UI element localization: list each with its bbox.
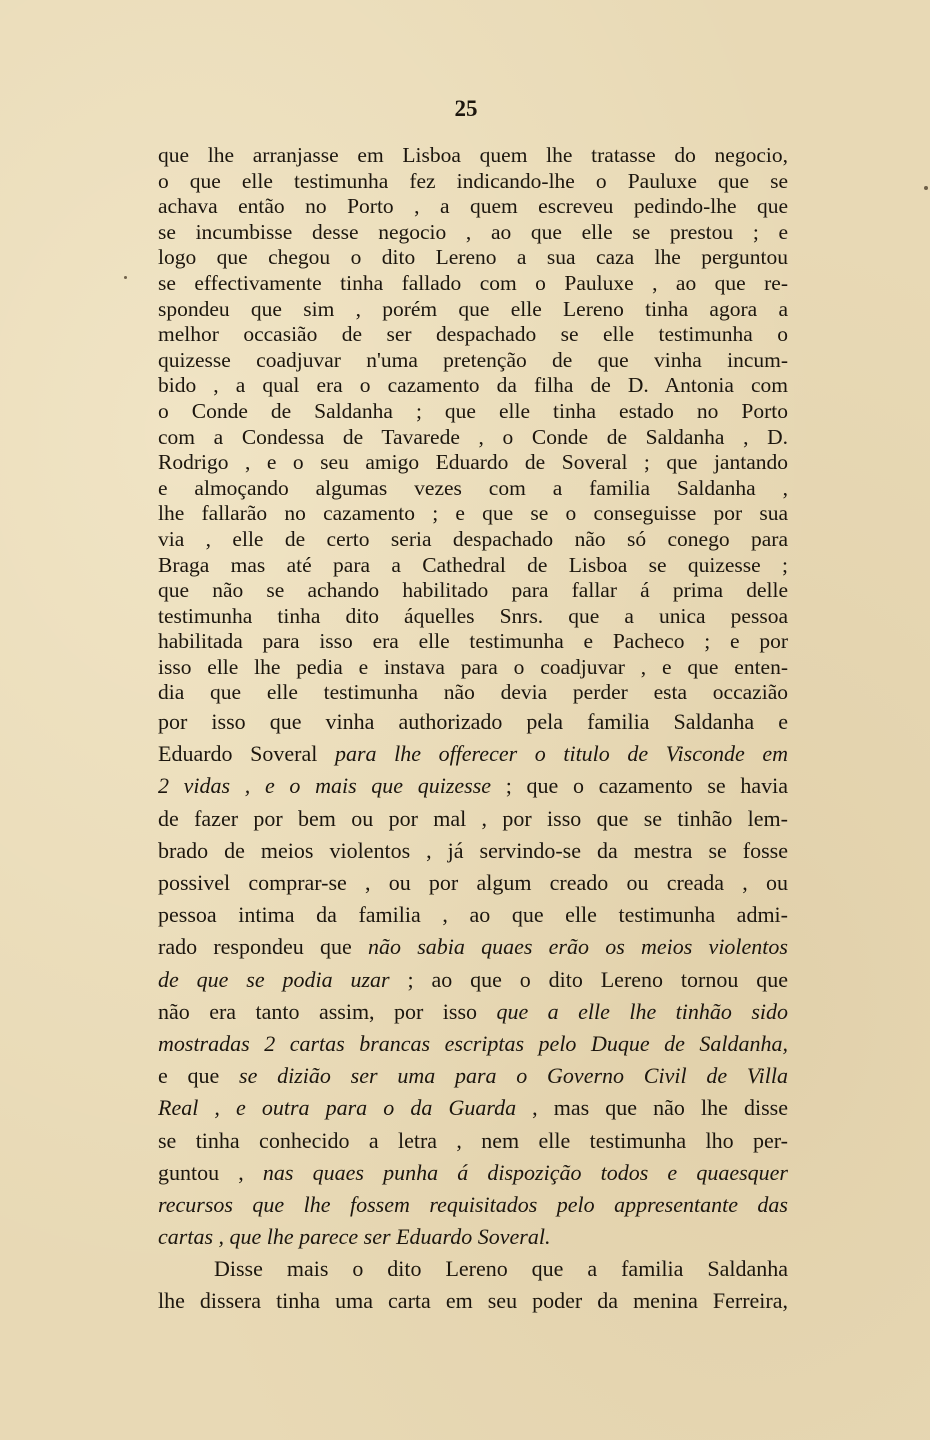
text-line: o que elle testimunha fez indicando-lhe o Pauluxe que se <box>158 168 788 193</box>
text-line <box>158 770 788 802</box>
text-line: habilitada para isso era elle testimunha e Pacheco ; e por <box>158 629 788 654</box>
italic-segment: de que se podia uzar <box>158 966 390 992</box>
text-line <box>158 867 788 899</box>
text-line: Rodrigo , e o seu amigo Eduardo de Soveral ; que jantando <box>158 450 788 475</box>
text-line <box>158 1125 788 1157</box>
text-segment: e que <box>158 1063 240 1089</box>
text-line: que lhe arranjasse em Lisboa quem lhe tratasse do negocio, <box>158 143 788 167</box>
text-line <box>158 996 788 1028</box>
text-line <box>158 899 788 931</box>
text-line: isso elle lhe pedia e instava para o coadjuvar , e que enten- <box>158 654 788 679</box>
text-segment: pessoa intima da familia , ao que elle testimunha admi- <box>158 902 788 928</box>
text-line <box>158 738 788 770</box>
text-segment: Eduardo Soveral <box>158 741 335 767</box>
text-line: testimunha tinha dito áquelles Snrs. que a unica pessoa <box>158 603 788 628</box>
text-line <box>158 1157 788 1189</box>
text-line: e almoçando algumas vezes com a familia Saldanha , <box>158 475 788 500</box>
text-line: lhe dissera tinha uma carta em seu poder da menina Ferreira, <box>158 1288 788 1314</box>
paragraph-1-part-a <box>158 143 788 706</box>
paragraph-2 <box>158 1253 788 1317</box>
text-line: se effectivamente tinha fallado com o Pauluxe , ao que re- <box>158 270 788 295</box>
text-segment: de fazer por bem ou por mal , por isso que se tinhão lem- <box>158 805 788 831</box>
text-body <box>158 143 788 1318</box>
text-line <box>158 931 788 963</box>
ink-speck <box>924 186 928 190</box>
text-line: Disse mais o dito Lereno que a familia Saldanha <box>214 1256 788 1282</box>
italic-segment: recursos que lhe fossem requisitados pelo appresentante das <box>158 1191 788 1217</box>
text-line <box>158 835 788 867</box>
text-segment: rado respondeu que <box>158 934 368 960</box>
text-segment: ; ao que o dito Lereno tornou que <box>389 966 788 992</box>
italic-segment: se dizião ser uma para o Governo Civil de Villa <box>239 1063 788 1089</box>
text-line: via , elle de certo seria despachado não só conego para <box>158 526 788 551</box>
text-segment: por isso que vinha authorizado pela familia Saldanha e <box>158 709 788 735</box>
text-line: se incumbisse desse negocio , ao que elle se prestou ; e <box>158 219 788 244</box>
text-line: melhor occasião de ser despachado se elle testimunha o <box>158 322 788 347</box>
italic-segment: não sabia quaes erão os meios violentos <box>367 934 788 960</box>
italic-segment: Real , e outra para o da Guarda <box>158 1095 517 1121</box>
italic-segment: para lhe offerecer o titulo de Visconde em <box>334 741 788 767</box>
italic-segment: que a elle lhe tinhão sido <box>496 998 788 1024</box>
text-line: que não se achando habilitado para fallar á prima delle <box>158 578 788 603</box>
text-line <box>158 1189 788 1221</box>
text-segment: brado de meios violentos , já servindo-se da mestra se fosse <box>158 837 788 863</box>
text-line <box>158 1028 788 1060</box>
paragraph-1-part-b <box>158 706 788 1253</box>
ink-speck <box>124 276 127 279</box>
text-line: o Conde de Saldanha ; que elle tinha estado no Porto <box>158 398 788 423</box>
text-line: achava então no Porto , a quem escreveu pedindo-lhe que <box>158 194 788 219</box>
text-line: com a Condessa de Tavarede , o Conde de Saldanha , D. <box>158 424 788 449</box>
text-line <box>158 706 788 738</box>
text-line: dia que elle testimunha não devia perder esta occazião <box>158 680 788 705</box>
page-number: 25 <box>454 96 478 121</box>
text-line <box>158 964 788 996</box>
text-line <box>158 803 788 835</box>
text-line <box>158 1221 788 1253</box>
text-line: quizesse coadjuvar n'uma pretenção de que vinha incum- <box>158 347 788 372</box>
italic-segment: 2 vidas , e o mais que quizesse <box>158 773 492 799</box>
text-line: bido , a qual era o cazamento da filha de D. Antonia com <box>158 373 788 398</box>
italic-segment: mostradas 2 cartas brancas escriptas pelo Duque de Saldanha, <box>158 1030 788 1056</box>
text-line: lhe fallarão no cazamento ; e que se o conseguisse por sua <box>158 501 788 526</box>
italic-segment: cartas , que lhe parece ser Eduardo Soveral. <box>158 1224 551 1250</box>
text-segment: , mas que não lhe disse <box>516 1095 788 1121</box>
text-line: logo que chegou o dito Lereno a sua caza lhe perguntou <box>158 245 788 270</box>
text-line: Braga mas até para a Cathedral de Lisboa se quizesse ; <box>158 552 788 577</box>
text-segment: guntou , <box>158 1159 263 1185</box>
text-line <box>158 1092 788 1124</box>
italic-segment: nas quaes punha á dispozição todos e quaesquer <box>262 1159 788 1185</box>
text-segment: possivel comprar-se , ou por algum creado ou creada , ou <box>158 870 788 895</box>
text-segment: se tinha conhecido a letra , nem elle testimunha lho per- <box>158 1127 788 1153</box>
text-line <box>158 1060 788 1092</box>
text-line: spondeu que sim , porém que elle Lereno tinha agora a <box>158 296 788 321</box>
text-segment: não era tanto assim, por isso <box>158 998 497 1024</box>
text-segment: ; que o cazamento se havia <box>491 773 788 799</box>
